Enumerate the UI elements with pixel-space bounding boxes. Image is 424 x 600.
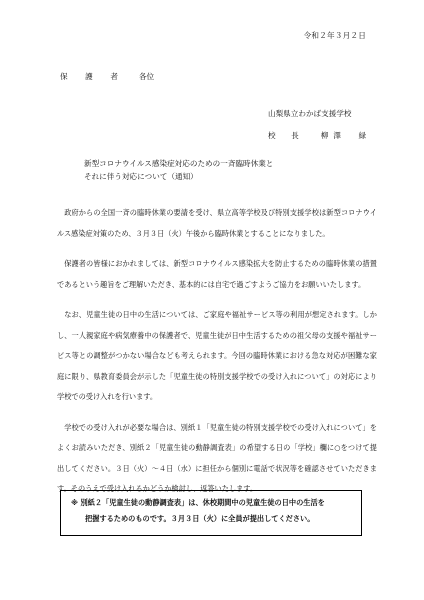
body-paragraph: なお、児童生徒の日中の生活については、ご家庭や福祉サービス等の利用が想定されます。しかし、一人親家庭や病気療養中の保護者で、児童生徒が日中生活するための祖父母の支援や福祉サービス等との調整がつかない場合なども考えられます。今回の臨時休業における急な対応が困難な家庭に限り、県教育委員会が示した「児童生徒の特別支援学校での受け入れについて」の対応により学校での受け入れを行います。 xyxy=(57,310,377,401)
notice-line-1: ※ 別紙２「児童生徒の動静調査表」は、休校期間中の児童生徒の日中の生活を xyxy=(71,498,325,507)
document-date: 令和２年３月２日 xyxy=(303,31,366,40)
sender-block xyxy=(268,103,371,147)
subject-line-1: 新型コロナウイルス感染症対応のための一斉臨時休業と xyxy=(84,159,274,168)
body-paragraph: 保護者の皆様におかれましては、新型コロナウイルス感染拡大を防止するための臨時休業の措置であるという趣旨をご理解いただき、基本的には自宅で過ごすようご協力をお願いいたします。 xyxy=(57,259,377,289)
recipient-honorific: 各位 xyxy=(138,72,155,81)
subject-line-2: それに伴う対応について（通知） xyxy=(84,172,198,181)
recipient-label: 保 護 者 xyxy=(60,72,123,81)
document-body xyxy=(57,203,377,510)
notice-line-2: 把握するためのものです。３月３日（火）に全員が提出してください。 xyxy=(85,514,315,523)
body-paragraph: 学校での受け入れが必要な場合は、別紙１「児童生徒の特別支援学校での受け入れについて」をよくお読みいただき、別紙２「児童生徒の動静調査表」の希望する日の「学校」欄に○をつけて提出してください。３日（火）～４日（水）に担任から個別に電話で状況等を確認させていただきます。そのうえで受け入れるかどうか検討し、返答いたします。 xyxy=(57,422,377,493)
recipient-line xyxy=(60,71,154,82)
notice-box xyxy=(60,490,362,536)
sender-name: 柳澤 緑 xyxy=(320,131,372,140)
sender-principal-row xyxy=(268,125,371,147)
body-paragraph: 政府からの全国一斉の臨時休業の要請を受け、県立高等学校及び特別支援学校は新型コロナウイルス感染症対策のため、３月３日（火）午後から臨時休業とすることになりました。 xyxy=(57,208,377,238)
sender-title: 校 長 xyxy=(268,131,303,140)
document-subject xyxy=(84,157,273,183)
sender-school: 山梨県立わかば支援学校 xyxy=(268,109,352,118)
